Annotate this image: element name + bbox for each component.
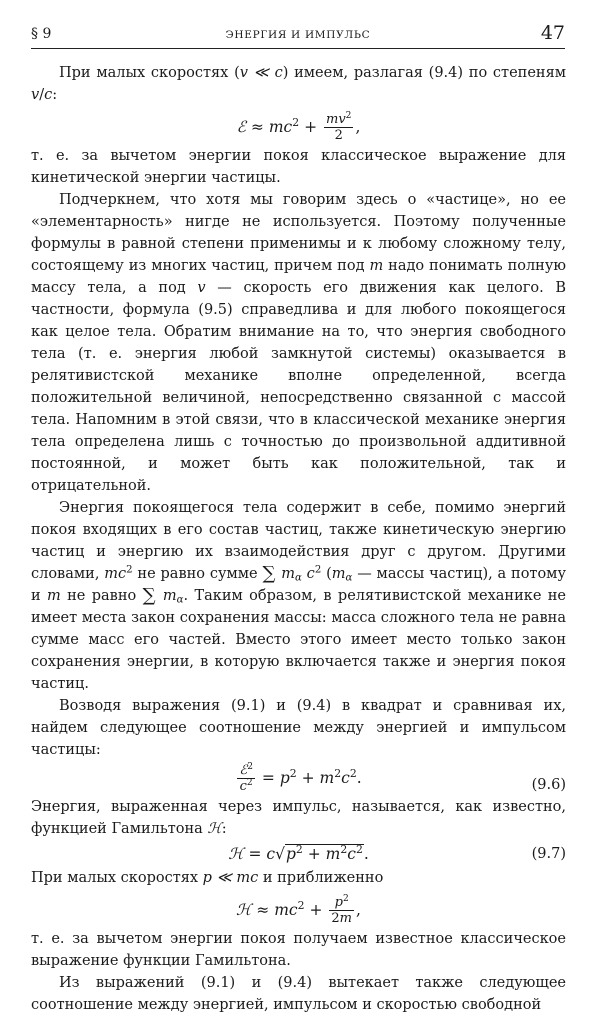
equation-kinetic-expansion [31,112,566,143]
equation-body: $\frac{ℰ^2}{c^2}$ = $p^2 + m^2c^2$. [239,762,362,794]
equation-hamiltonian-expansion [31,895,566,926]
section-number: § 9 [31,26,52,42]
page-body [31,62,566,1016]
paragraph-text: При малых скоростях p ≪ mc и приближенно [31,870,384,886]
equation-body: ℋ = $c√p^2 + m^2c^2$. [228,843,369,863]
paragraph-rest-energy [31,497,566,695]
paragraph-text: Подчеркнем, что хотя мы говорим здесь о «частице», но ее «элементарность» нигде не используется. Поэтому полученные формулы в равной степени применимы и к любому сложному телу, состоящему из многих частиц, причем под m надо понимать полную массу тела, а под v — скорость его движения как целого. В частности, формула (9.5) справедлива и для любого покоящегося как целое тела. Обратим внимание на то, что энергия свободного тела (т. е. энергия любой замкнутой системы) оказывается в релятивистской механике вполне определенной, всегда положительной величиной, непосредственно связанной с массой тела. Напомним в этой связи, что в классической механике энергия тела определена лишь с точностью до произвольной аддитивной постоянной, и может быть как положительной, так и отрицательной. [31,192,566,494]
equation-number: (9.7) [531,846,566,862]
paragraph-low-momentum [31,867,566,889]
paragraph-text: т. е. за вычетом энергии покоя получаем известное классическое выражение функции Гамильтона. [31,931,566,969]
equation-body: ℋ ≈ $mc^2$ + $\frac{p^2}{2m}$ , [236,894,361,926]
page-number: 47 [540,22,565,44]
paragraph-composite-body [31,189,566,497]
paragraph-small-velocity [31,62,566,106]
paragraph-text: Возводя выражения (9.1) и (9.4) в квадрат и сравнивая их, найдем следующее соотношение между энергией и импульсом частицы: [31,698,566,758]
paragraph-text: При малых скоростях (v ≪ c) имеем, разлагая (9.4) по степеням v/c: [31,65,566,103]
equation-body: ℰ ≈ $mc^2$ + $\frac{mv^2}{2}$ , [236,111,361,143]
paragraph-text: т. е. за вычетом энергии покоя классическое выражение для кинетической энергии частицы. [31,148,566,186]
paragraph-hamiltonian [31,796,566,840]
paragraph-text: Из выражений (9.1) и (9.4) вытекает также следующее соотношение между энергией, импульсом и скоростью свободной [31,975,566,1013]
paragraph-text: Энергия, выраженная через импульс, называется, как известно, функцией Гамильтона ℋ: [31,799,566,837]
paragraph-energy-momentum [31,695,566,761]
running-header [31,18,565,49]
equation-9-6 [31,763,566,794]
running-title: ЭНЕРГИЯ И ИМПУЛЬС [225,29,371,41]
paragraph-velocity-relation [31,972,566,1016]
paragraph-classical-hamiltonian [31,928,566,972]
paragraph-kinetic-energy [31,145,566,189]
paragraph-text: Энергия покоящегося тела содержит в себе, помимо энергий покоя входящих в его состав частиц, также кинетическую энергию частиц и энергию их взаимодействия друг с другом. Другими словами, $mc^2$ не равно сумме ∑ $m_\alpha$ $c^2$ ($m_\alpha$ — массы частиц), а потому и m не равно ∑ $m_\alpha$. Таким образом, в релятивистской механике не имеет места закон сохранения массы: масса сложного тела не равна сумме масс его частей. Вместо этого имеет место только закон сохранения энергии, в которую включается также и энергия покоя частиц. [31,500,566,692]
equation-number: (9.6) [531,777,566,793]
equation-9-7 [31,843,566,865]
